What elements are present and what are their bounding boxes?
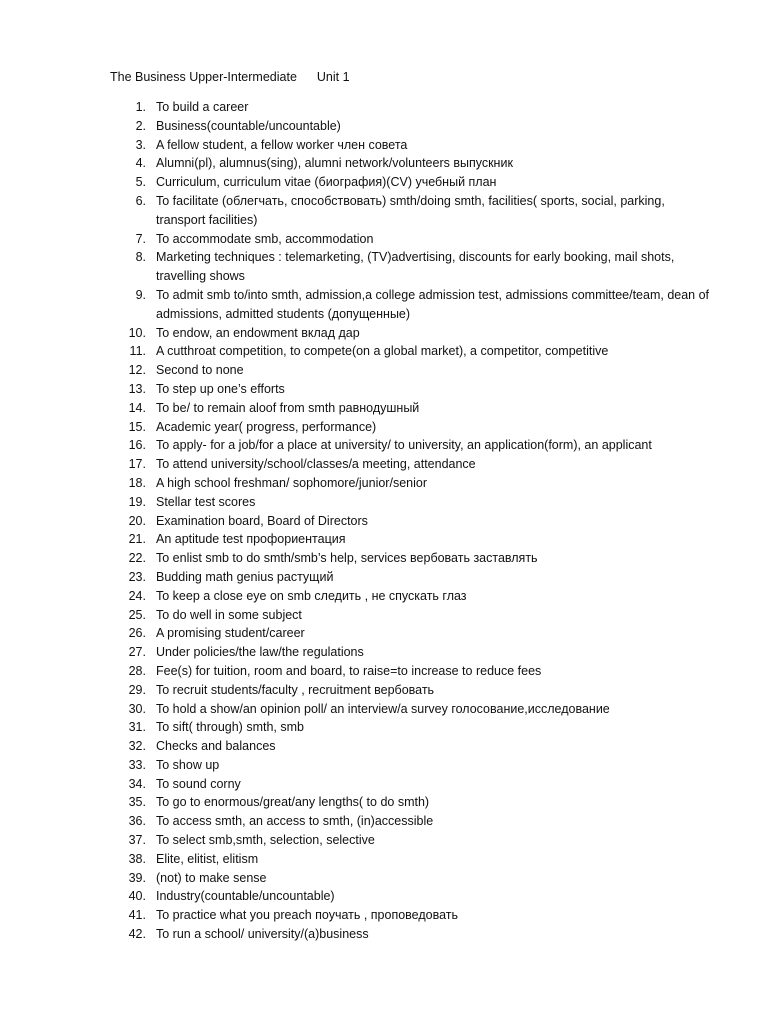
vocab-item-text: To hold a show/an opinion poll/ an interview/a survey голосование,исследование xyxy=(156,701,610,716)
vocab-item-text: To go to enormous/great/any lengths( to do smth) xyxy=(156,795,430,810)
vocab-item-text: To run a school/ university/(a)business xyxy=(156,927,369,942)
vocab-item xyxy=(110,474,710,493)
vocab-item-text: A promising student/career xyxy=(156,626,305,641)
vocab-item-number: 38. xyxy=(128,851,146,866)
vocab-item-text: To endow, an endowment вклад дар xyxy=(156,325,360,340)
vocab-item-text: To enlist smb to do smth/smb’s help, services вербовать заставлять xyxy=(156,551,538,566)
vocab-item-number: 37. xyxy=(128,833,146,848)
vocab-item-number: 23. xyxy=(128,569,146,584)
vocab-item xyxy=(110,324,710,343)
vocab-item-number: 28. xyxy=(128,663,146,678)
vocab-item xyxy=(110,117,710,136)
vocab-item xyxy=(110,606,710,625)
vocab-item xyxy=(110,436,710,455)
vocab-item xyxy=(110,737,710,756)
vocab-item-text: To sift( through) smth, smb xyxy=(156,720,304,735)
vocab-item-number: 1. xyxy=(135,100,146,114)
vocab-item-text: To attend university/school/classes/a meeting, attendance xyxy=(156,457,476,472)
vocab-item-number: 14. xyxy=(128,400,146,415)
vocab-item xyxy=(110,812,710,831)
vocab-item-text: To select smb,smth, selection, selective xyxy=(156,833,375,848)
vocab-item xyxy=(110,154,710,173)
vocab-item-text: Budding math genius растущий xyxy=(156,569,334,584)
vocab-item-text: Under policies/the law/the regulations xyxy=(156,645,364,660)
vocab-item-number: 4. xyxy=(135,156,146,171)
vocab-item xyxy=(110,587,710,606)
vocab-item-number: 5. xyxy=(135,175,146,190)
vocab-item xyxy=(110,455,710,474)
vocab-item xyxy=(110,700,710,719)
vocab-item-number: 9. xyxy=(135,287,146,302)
vocab-item-number: 17. xyxy=(128,457,146,472)
vocab-item-text: To do well in some subject xyxy=(156,607,302,622)
vocab-item xyxy=(110,399,710,418)
vocab-item-text: (not) to make sense xyxy=(156,870,267,885)
vocab-item xyxy=(110,756,710,775)
vocab-item-text: A cutthroat competition, to compete(on a global market), a competitor, competitive xyxy=(156,344,609,359)
vocab-item-number: 25. xyxy=(128,607,146,622)
vocab-item xyxy=(110,248,710,286)
vocab-item-number: 10. xyxy=(128,325,146,340)
vocab-item-number: 39. xyxy=(128,870,146,885)
vocab-item xyxy=(110,775,710,794)
vocab-item-number: 11. xyxy=(129,344,146,359)
vocab-item-number: 15. xyxy=(128,419,146,434)
vocab-item-number: 26. xyxy=(128,626,146,641)
vocab-item-number: 33. xyxy=(128,757,146,772)
vocab-item-text: To recruit students/faculty , recruitment вербовать xyxy=(156,682,435,697)
vocab-item-text: To be/ to remain aloof from smth равнодушный xyxy=(156,400,420,415)
vocabulary-list xyxy=(110,98,710,944)
vocab-item-number: 20. xyxy=(128,513,146,528)
vocab-item xyxy=(110,493,710,512)
vocab-item-number: 42. xyxy=(128,927,146,942)
vocab-item xyxy=(110,512,710,531)
vocab-item xyxy=(110,380,710,399)
vocab-item-text: To show up xyxy=(156,757,220,772)
vocab-item-number: 13. xyxy=(128,381,146,396)
vocab-item-number: 18. xyxy=(128,475,146,490)
vocab-item-text: Stellar test scores xyxy=(156,494,256,509)
vocab-item-number: 3. xyxy=(135,137,146,152)
vocab-item-number: 21. xyxy=(128,532,146,547)
vocab-item xyxy=(110,925,710,944)
vocab-item-number: 22. xyxy=(128,551,146,566)
vocab-item-text: Checks and balances xyxy=(156,739,276,754)
vocab-item xyxy=(110,718,710,737)
vocab-item-number: 12. xyxy=(128,363,146,378)
vocab-item-number: 16. xyxy=(128,438,146,453)
vocab-item xyxy=(110,831,710,850)
vocab-item-number: 24. xyxy=(128,588,146,603)
vocab-item-text: Business(countable/uncountable) xyxy=(156,118,341,133)
vocab-item xyxy=(110,869,710,888)
book-title: The Business Upper-Intermediate xyxy=(110,70,297,84)
vocab-item-text: Industry(countable/uncountable) xyxy=(156,889,335,904)
vocab-item-text: Alumni(pl), alumnus(sing), alumni network/volunteers выпускник xyxy=(156,156,513,171)
vocab-item xyxy=(110,173,710,192)
vocab-item-text: A high school freshman/ sophomore/junior/senior xyxy=(156,475,427,490)
vocab-item xyxy=(110,793,710,812)
vocab-item xyxy=(110,136,710,155)
vocab-item-number: 27. xyxy=(128,645,146,660)
vocab-item-text: Second to none xyxy=(156,363,244,378)
vocab-item-text: Academic year( progress, performance) xyxy=(156,419,377,434)
vocab-item xyxy=(110,643,710,662)
vocab-item xyxy=(110,286,710,324)
vocab-item-text: Curriculum, curriculum vitae (биография)(CV) учебный план xyxy=(156,175,497,190)
vocab-item-text: To step up one’s efforts xyxy=(156,381,285,396)
vocab-item xyxy=(110,342,710,361)
vocab-item-number: 8. xyxy=(135,250,146,265)
vocab-item-number: 31. xyxy=(128,720,146,735)
vocab-item xyxy=(110,192,710,230)
vocab-item-text: A fellow student, a fellow worker член совета xyxy=(156,137,408,152)
vocab-item-text: Examination board, Board of Directors xyxy=(156,513,368,528)
vocab-item-number: 7. xyxy=(135,231,146,246)
vocab-item xyxy=(110,568,710,587)
vocab-item-number: 36. xyxy=(128,814,146,829)
vocab-item-number: 6. xyxy=(135,193,146,208)
vocab-item-text: To facilitate (облегчать, способствовать) smth/doing smth, facilities( sports, social, parking, transport facilities) xyxy=(156,193,665,227)
vocab-item xyxy=(110,230,710,249)
vocab-item-text: To practice what you preach поучать , проповедовать xyxy=(156,908,459,923)
vocab-item-number: 32. xyxy=(128,739,146,754)
vocab-item xyxy=(110,530,710,549)
vocab-item xyxy=(110,624,710,643)
vocab-item-text: Fee(s) for tuition, room and board, to raise=to increase to reduce fees xyxy=(156,663,542,678)
vocab-item-number: 30. xyxy=(128,701,146,716)
vocab-item xyxy=(110,361,710,380)
vocab-item xyxy=(110,850,710,869)
vocab-item-text: Elite, elitist, elitism xyxy=(156,851,259,866)
vocab-item xyxy=(110,681,710,700)
vocab-item-number: 19. xyxy=(128,494,146,509)
vocab-item-number: 41. xyxy=(128,908,146,923)
vocab-item-text: To access smth, an access to smth, (in)accessible xyxy=(156,814,434,829)
unit-label: Unit 1 xyxy=(316,70,350,84)
vocab-item xyxy=(110,906,710,925)
vocab-item-number: 35. xyxy=(128,795,146,810)
vocab-item-number: 34. xyxy=(128,776,146,791)
vocab-item-text: To apply- for a job/for a place at university/ to university, an application(form), an applicant xyxy=(156,438,652,453)
vocab-item-text: Marketing techniques : telemarketing, (TV)advertising, discounts for early booking, mail shots, travelling shows xyxy=(156,250,675,284)
vocab-item-text: To keep a close eye on smb следить , не спускать глаз xyxy=(156,588,467,603)
vocab-item xyxy=(110,887,710,906)
vocab-item-text: To accommodate smb, accommodation xyxy=(156,231,374,246)
vocab-item-text: To admit smb to/into smth, admission,a college admission test, admissions committee/team, dean of admissions, admitted students (допущенные) xyxy=(156,287,710,321)
document-header xyxy=(110,68,350,86)
vocab-item-text: To build a career xyxy=(156,100,249,114)
vocab-item xyxy=(110,549,710,568)
vocab-item xyxy=(110,418,710,437)
vocab-item-number: 29. xyxy=(128,682,146,697)
vocab-item-number: 40. xyxy=(128,889,146,904)
vocab-item-number: 2. xyxy=(135,118,146,133)
vocab-item-text: To sound corny xyxy=(156,776,241,791)
vocab-item-text: An aptitude test профориентация xyxy=(156,532,346,547)
vocab-item xyxy=(110,662,710,681)
vocab-item xyxy=(110,98,710,117)
